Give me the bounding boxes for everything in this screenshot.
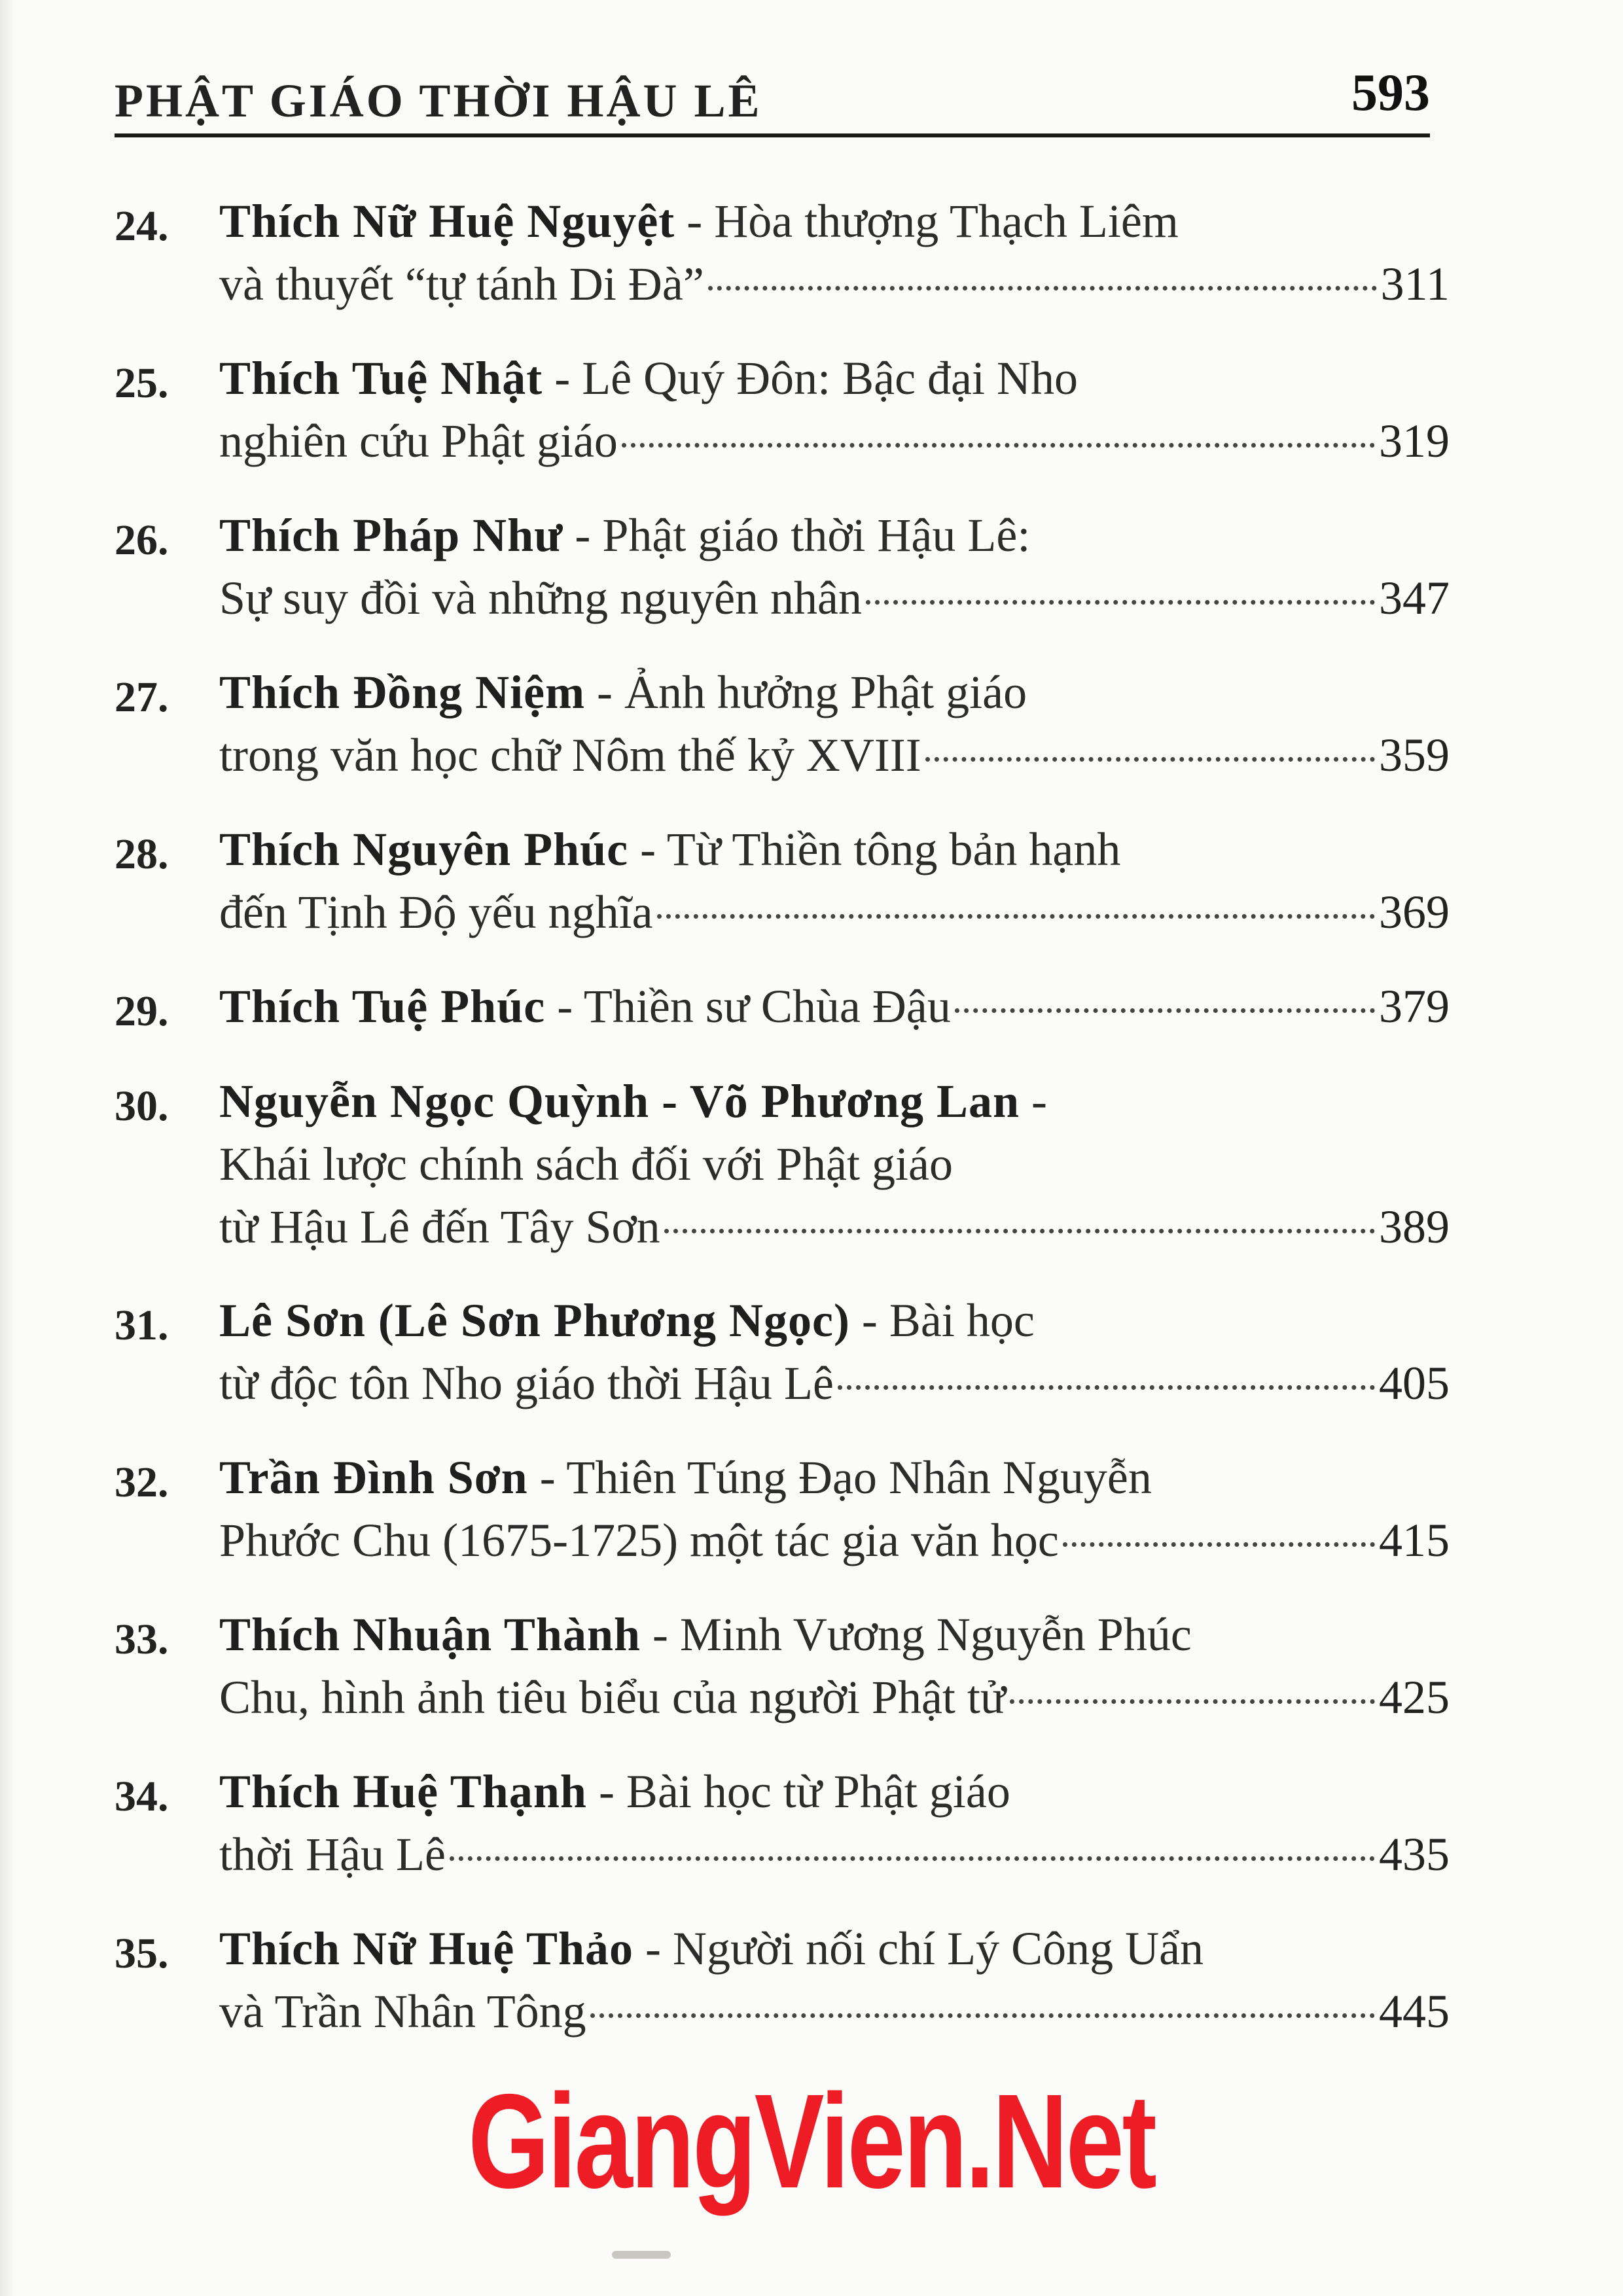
entry-title: Người nối chí Lý Công Uẩn [673, 1922, 1204, 1975]
entry-number: 24. [115, 202, 169, 250]
entry-page: 445 [1379, 1985, 1450, 2038]
entry-title: từ độc tôn Nho giáo thời Hậu Lê [219, 1357, 834, 1409]
entry-page: 319 [1379, 415, 1450, 467]
entry-title: thời Hậu Lê [219, 1828, 446, 1881]
entry-number: 26. [115, 516, 169, 564]
dot-leader [664, 1229, 1375, 1233]
entry-title: Ảnh hưởng Phật giáo [624, 666, 1027, 718]
entry-title: và thuyết “tự tánh Di Đà” [219, 258, 704, 310]
entry-title: Lê Quý Đôn: Bậc đại Nho [582, 352, 1079, 404]
entry-number: 25. [115, 359, 169, 407]
scan-smudge [612, 2251, 671, 2259]
entry-page: 405 [1379, 1357, 1450, 1409]
dot-leader [838, 1385, 1375, 1390]
entry-number: 30. [115, 1082, 169, 1130]
dot-leader [708, 286, 1377, 291]
entry-title: Thiền sư Chùa Đậu [583, 980, 951, 1033]
entry-author: Thích Huệ Thạnh [219, 1765, 587, 1818]
entry-number: 32. [115, 1458, 169, 1506]
dot-leader [925, 757, 1375, 762]
entry-author: Thích Pháp Như [219, 509, 563, 561]
dot-leader [450, 1856, 1375, 1861]
entry-number: 35. [115, 1930, 169, 1977]
entry-author: Thích Nguyên Phúc [219, 823, 629, 875]
entry-title: Phật giáo thời Hậu Lê: [602, 509, 1031, 561]
page-number: 593 [1351, 64, 1430, 122]
page-edge [0, 0, 14, 2296]
dot-leader [622, 443, 1375, 448]
entry-page: 311 [1380, 258, 1450, 310]
entry-title: Minh Vương Nguyễn Phúc [680, 1608, 1192, 1661]
entry-page: 415 [1379, 1514, 1450, 1566]
dot-leader [955, 1008, 1375, 1013]
entry-title: đến Tịnh Độ yếu nghĩa [219, 886, 653, 938]
entry-number: 31. [115, 1301, 169, 1349]
entry-title: Thiên Túng Đạo Nhân Nguyễn [566, 1451, 1152, 1504]
entry-page: 359 [1379, 729, 1450, 781]
entry-author: Nguyễn Ngọc Quỳnh - Võ Phương Lan [219, 1075, 1020, 1127]
entry-author: Thích Nữ Huệ Thảo [219, 1922, 634, 1975]
entry-number: 29. [115, 987, 169, 1035]
entry-title: Hòa thượng Thạch Liêm [714, 195, 1179, 247]
entry-page: 425 [1379, 1671, 1450, 1723]
entry-number: 33. [115, 1616, 169, 1663]
entry-title: Bài học [889, 1294, 1035, 1347]
entry-title: Sự suy đồi và những nguyên nhân [219, 572, 862, 624]
entry-number: 28. [115, 830, 169, 878]
entry-author: Thích Nhuận Thành [219, 1608, 641, 1661]
entry-author: Trần Đình Sơn [219, 1451, 528, 1504]
entry-title: Khái lược chính sách đối với Phật giáo [219, 1138, 953, 1190]
entry-title: Bài học từ Phật giáo [626, 1765, 1010, 1818]
entry-author: Thích Tuệ Phúc [219, 980, 546, 1033]
entry-title: và Trần Nhân Tông [219, 1985, 586, 2038]
entry-author: Thích Nữ Huệ Nguyệt [219, 195, 675, 247]
dot-leader [866, 600, 1375, 605]
header-rule [115, 133, 1430, 137]
entry-number: 27. [115, 673, 169, 721]
entry-number: 34. [115, 1773, 169, 1820]
entry-page: 379 [1379, 980, 1450, 1033]
watermark: GiangVien.Net [468, 2066, 1155, 2216]
entry-page: 435 [1379, 1828, 1450, 1881]
entry-title: trong văn học chữ Nôm thế kỷ XVIII [219, 729, 921, 781]
entry-title: nghiên cứu Phật giáo [219, 415, 618, 467]
entry-author: Thích Tuệ Nhật [219, 352, 543, 404]
dot-leader [1063, 1542, 1375, 1547]
entry-title: Từ Thiền tông bản hạnh [666, 823, 1121, 875]
dot-leader [590, 2013, 1375, 2018]
entry-author: Lê Sơn (Lê Sơn Phương Ngọc) [219, 1294, 850, 1347]
dot-leader [657, 914, 1375, 919]
entry-title: Chu, hình ảnh tiêu biểu của người Phật tử [219, 1671, 1006, 1723]
entry-page: 389 [1379, 1201, 1450, 1253]
running-title: PHẬT GIÁO THỜI HẬU LÊ [115, 75, 762, 127]
running-header [115, 62, 1430, 137]
dot-leader [1010, 1699, 1375, 1704]
entry-author: Thích Đồng Niệm [219, 666, 586, 718]
entry-title: từ Hậu Lê đến Tây Sơn [219, 1201, 660, 1253]
entry-page: 347 [1379, 572, 1450, 624]
entry-title: Phước Chu (1675-1725) một tác gia văn học [219, 1514, 1059, 1566]
entry-page: 369 [1379, 886, 1450, 938]
